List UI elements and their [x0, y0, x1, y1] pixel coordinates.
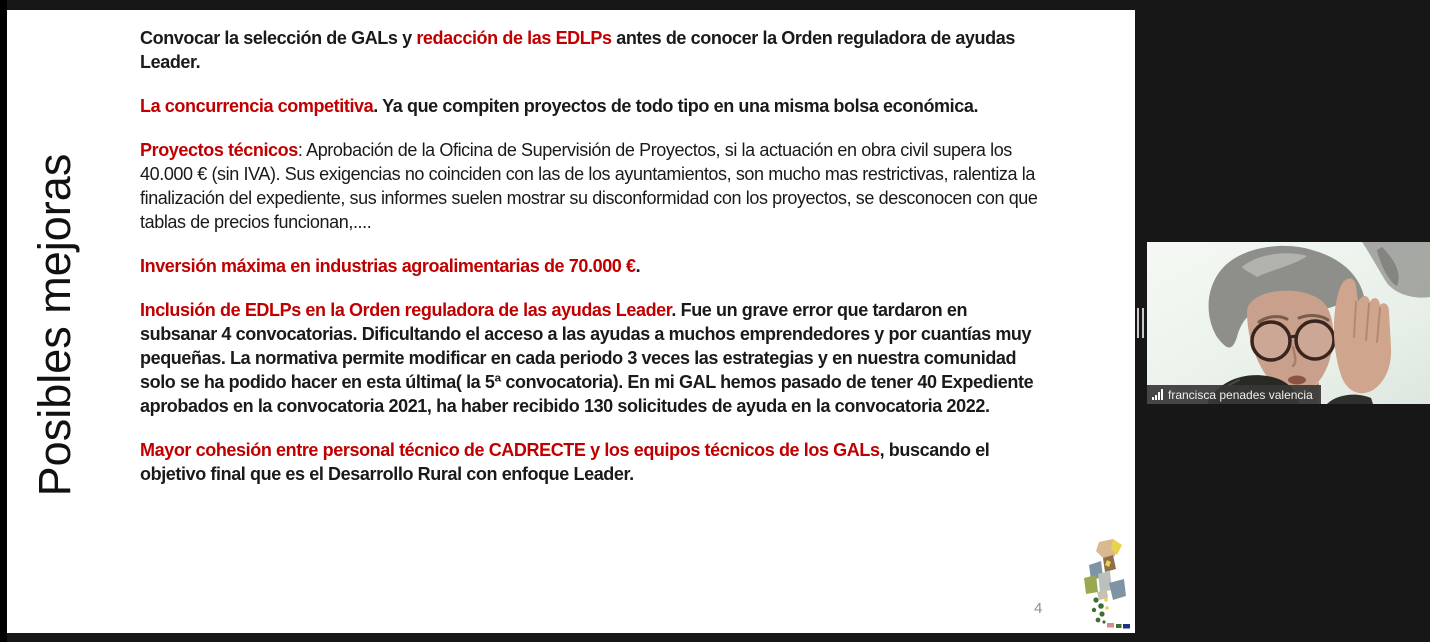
text-segment: .: [635, 256, 641, 276]
participant-name-tag: [1147, 385, 1321, 404]
text-segment: Proyectos técnicos: [140, 140, 298, 160]
text-segment: La concurrencia competitiva: [140, 96, 374, 116]
slide-title: Posibles mejoras: [29, 153, 80, 497]
slide-paragraph: [140, 254, 1045, 278]
slide-title-area: [7, 135, 103, 515]
text-segment: Mayor cohesión entre personal técnico de CADRECTE y los equipos técnicos de los GALs: [140, 440, 880, 460]
slide-paragraph: [140, 298, 1045, 418]
slide-paragraph: [140, 26, 1045, 74]
text-segment: Inversión máxima en industrias agroalimentarias de 70.000 €: [140, 256, 636, 276]
text-segment: : Aprobación de la Oficina de Supervisión de Proyectos, si la actuación en obra civil supera los 40.000 € (sin IVA). Sus exigencias no coinciden con las de los ayuntamientos, son mucho mas restrictivas, ralentiza la finalización del expediente, sus informes suelen mostrar su disconformidad con los proyectos, se desconocen con que tablas de precios funcionan,....: [140, 140, 1038, 232]
slide-body: [140, 26, 1045, 506]
participant-video-tile[interactable]: [1147, 242, 1430, 404]
panel-resize-handle[interactable]: [1137, 308, 1144, 338]
presentation-slide: [7, 10, 1135, 633]
text-segment: . Ya que compiten proyectos de todo tipo en una misma bolsa económica.: [373, 96, 979, 116]
text-segment: antes de conocer la Orden reguladora de ayudas Leader.: [140, 28, 1015, 72]
text-segment: redacción de las EDLPs: [416, 28, 612, 48]
slide-paragraph: [140, 138, 1045, 234]
text-segment: , buscando el objetivo final que es el Desarrollo Rural con enfoque Leader.: [140, 440, 990, 484]
text-segment: Inclusión de EDLPs en la Orden reguladora de las ayudas Leader: [140, 300, 672, 320]
connection-bars-icon: [1152, 389, 1163, 400]
slide-paragraph: [140, 438, 1045, 486]
screen-left-edge: [0, 0, 7, 642]
participant-webcam-image: [1147, 242, 1430, 404]
page-number: 4: [1034, 600, 1043, 617]
slide-paragraph: [140, 94, 1045, 118]
valencia-map-logo-icon: [1077, 538, 1133, 632]
text-segment: Convocar la selección de GALs y: [140, 28, 417, 48]
text-segment: . Fue un grave error que tardaron en subsanar 4 convocatorias. Dificultando el acceso a las ayudas a muchos emprendedores y por cuantías muy pequeñas. La normativa permite modificar en cada periodo 3 veces las estrategias y en nuestra comunidad solo se ha podido hacer en esta última( la 5ª convocatoria). En mi GAL hemos pasado de tener 40 Expediente aprobados en la convocatoria 2021, ha haber recibido 130 solicitudes de ayuda en la convocatoria 2022.: [140, 300, 1034, 416]
participant-name: francisca penades valencia: [1168, 387, 1313, 402]
